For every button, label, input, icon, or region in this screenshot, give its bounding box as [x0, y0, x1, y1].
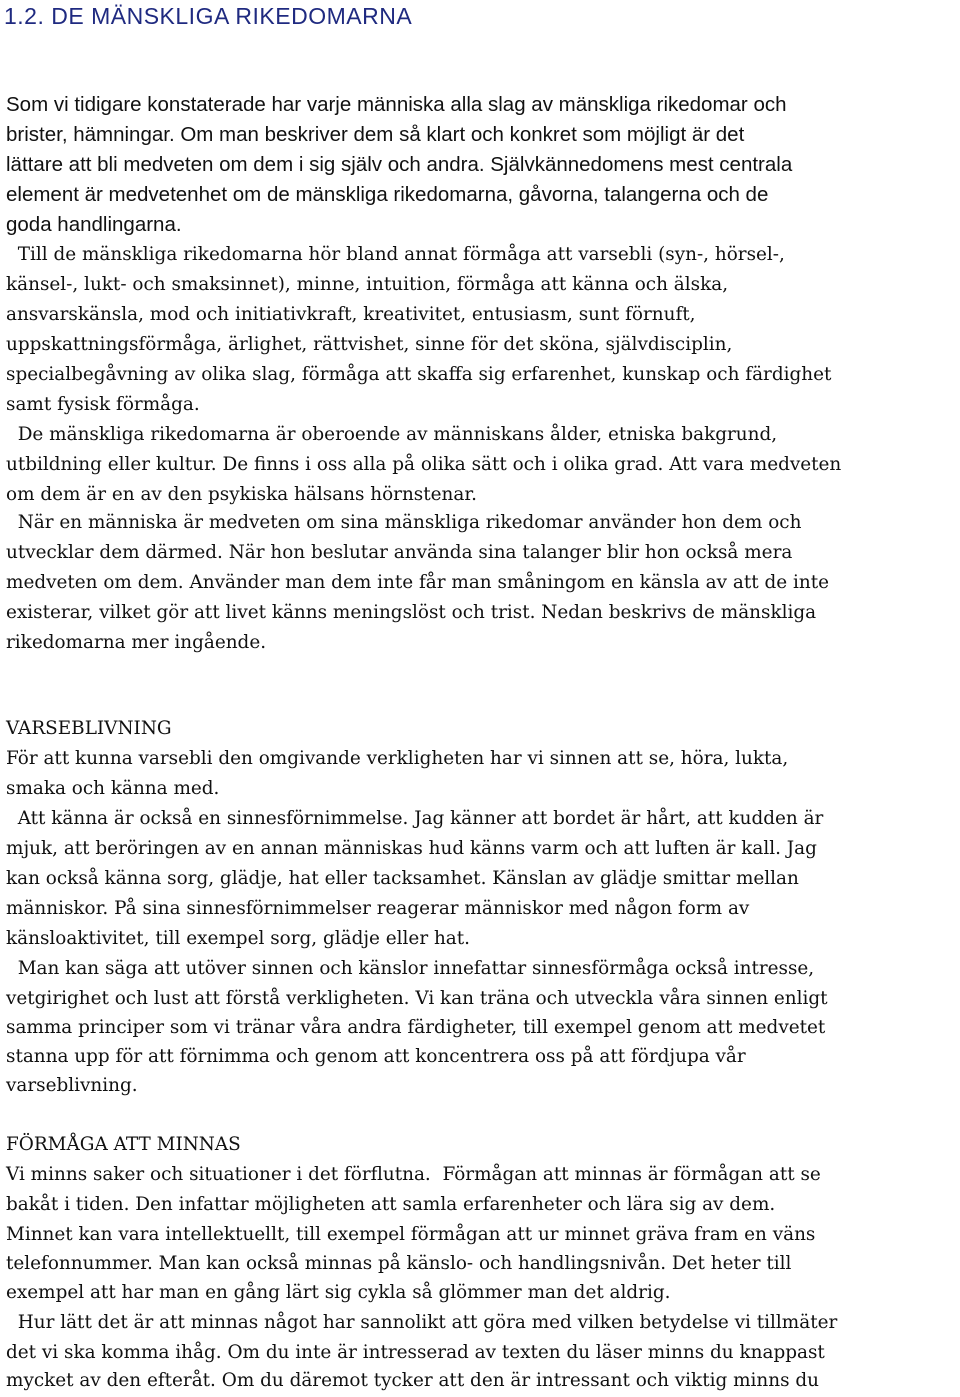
text-line: känsloaktivitet, till exempel sorg, glädje eller hat.: [6, 928, 470, 949]
text-line: De mänskliga rikedomarna är oberoende av människans ålder, etniska bakgrund,: [6, 424, 778, 445]
text-line: Att känna är också en sinnesförnimmelse. Jag känner att bordet är hårt, att kudden är: [6, 808, 824, 829]
text-line: lättare att bli medveten om dem i sig själv och andra. Självkännedomens mest centrala: [6, 153, 793, 176]
text-line: Hur lätt det är att minnas något har sannolikt att göra med vilken betydelse vi tillmäter: [6, 1312, 838, 1333]
text-line: samma principer som vi tränar våra andra färdigheter, till exempel genom att medvetet: [6, 1017, 826, 1038]
text-line: medveten om dem. Använder man dem inte får man småningom en känsla av att de inte: [6, 572, 829, 593]
text-line: element är medvetenhet om de mänskliga rikedomarna, gåvorna, talangerna och de: [6, 183, 769, 206]
text-line: När en människa är medveten om sina mänskliga rikedomar använder hon dem och: [6, 512, 802, 533]
text-line: varseblivning.: [6, 1075, 138, 1096]
text-line: telefonnummer. Man kan också minnas på känslo- och handlingsnivån. Det heter till: [6, 1253, 792, 1274]
text-line: exempel att har man en gång lärt sig cykla så glömmer man det aldrig.: [6, 1282, 671, 1303]
text-line: mjuk, att beröringen av en annan människas hud känns varm och att luften är kall. Jag: [6, 838, 817, 859]
text-line: existerar, vilket gör att livet känns meningslöst och trist. Nedan beskrivs de mänskliga: [6, 602, 817, 623]
text-line: Vi minns saker och situationer i det förflutna. Förmågan att minnas är förmågan att se: [6, 1164, 821, 1185]
text-line: brister, hämningar. Om man beskriver dem så klart och konkret som möjligt är det: [6, 123, 745, 146]
text-line: För att kunna varsebli den omgivande verkligheten har vi sinnen att se, höra, lukta,: [6, 748, 789, 769]
text-line: bakåt i tiden. Den infattar möjligheten att samla erfarenheter och lära sig av dem.: [6, 1194, 776, 1215]
text-line: Minnet kan vara intellektuellt, till exempel förmågan att ur minnet gräva fram en väns: [6, 1224, 816, 1245]
text-line: kan också känna sorg, glädje, hat eller tacksamhet. Känslan av glädje smittar mellan: [6, 868, 799, 889]
section-heading: FÖRMÅGA ATT MINNAS: [6, 1134, 241, 1155]
text-line: stanna upp för att förnimma och genom att koncentrera oss på att fördjupa vår: [6, 1046, 746, 1067]
text-line: utvecklar dem därmed. När hon beslutar använda sina talanger blir hon också mera: [6, 542, 793, 563]
text-line: människor. På sina sinnesförnimmelser reagerar människor med någon form av: [6, 898, 750, 919]
text-line: ansvarskänsla, mod och initiativkraft, kreativitet, entusiasm, sunt förnuft,: [6, 304, 696, 325]
text-line: känsel-, lukt- och smaksinnet), minne, intuition, förmåga att känna och älska,: [6, 274, 729, 295]
text-line: om dem är en av den psykiska hälsans hörnstenar.: [6, 484, 477, 505]
page-title: 1.2. DE MÄNSKLIGA RIKEDOMARNA: [4, 3, 413, 29]
text-line: uppskattningsförmåga, ärlighet, rättvishet, sinne för det sköna, självdisciplin,: [6, 334, 733, 355]
text-line: det vi ska komma ihåg. Om du inte är intresserad av texten du läser minns du knappast: [6, 1342, 825, 1363]
text-line: Som vi tidigare konstaterade har varje människa alla slag av mänskliga rikedomar och: [6, 93, 787, 116]
text-line: rikedomarna mer ingående.: [6, 632, 267, 653]
text-line: goda handlingarna.: [6, 213, 182, 236]
section-heading: VARSEBLIVNING: [6, 718, 172, 739]
text-line: samt fysisk förmåga.: [6, 394, 200, 415]
text-line: utbildning eller kultur. De finns i oss alla på olika sätt och i olika grad. Att vara medveten: [6, 454, 842, 475]
text-line: Man kan säga att utöver sinnen och känslor innefattar sinnesförmåga också intresse,: [6, 958, 815, 979]
text-line: smaka och känna med.: [6, 778, 220, 799]
text-line: specialbegåvning av olika slag, förmåga att skaffa sig erfarenhet, kunskap och färdighet: [6, 364, 832, 385]
text-line: Till de mänskliga rikedomarna hör bland annat förmåga att varsebli (syn-, hörsel-,: [6, 244, 785, 265]
text-line: mycket av den efteråt. Om du däremot tycker att den är intressant och viktig minns du: [6, 1370, 819, 1391]
text-line: vetgirighet och lust att förstå verkligheten. Vi kan träna och utveckla våra sinnen enligt: [6, 988, 828, 1009]
